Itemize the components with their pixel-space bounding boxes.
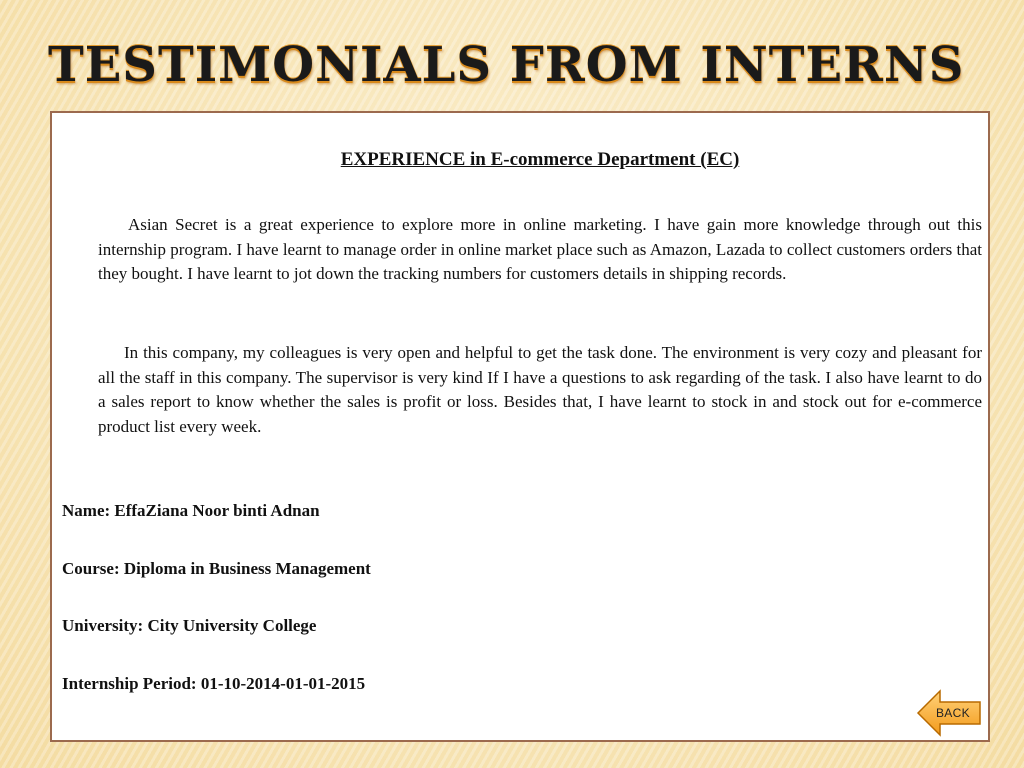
slide-title: TESTIMONIALS FROM INTERNS [48,37,965,93]
testimonial-panel [50,111,990,742]
back-button-label: BACK [936,706,970,720]
intern-course: Course: Diploma in Business Management [62,559,371,578]
internship-period: Internship Period: 01-10-2014-01-01-2015 [62,674,366,693]
testimonial-paragraph-2: In this company, my colleagues is very open and helpful to get the task done. The environment is very cozy and pleasant for all the staff in this company. The supervisor is very kind If I have a questions to ask regarding of the task. I also have learnt to do a sales report to know whether the sales is profit or loss. Besides that, I have learnt to stock in and stock out for e-commerce product list every week. [98,343,982,436]
testimonial-paragraph-1: Asian Secret is a great experience to explore more in online marketing. I have gain more knowledge through out this internship program. I have learnt to manage order in online market place such as Amazon, Lazada to collect customers orders that they bought. I have learnt to jot down the tracking numbers for customers details in shipping records. [98,215,982,283]
intern-name: Name: EffaZiana Noor binti Adnan [62,501,320,520]
section-heading: EXPERIENCE in E-commerce Department (EC) [340,149,740,170]
intern-university: University: City University College [62,616,317,635]
back-button[interactable] [916,688,984,738]
